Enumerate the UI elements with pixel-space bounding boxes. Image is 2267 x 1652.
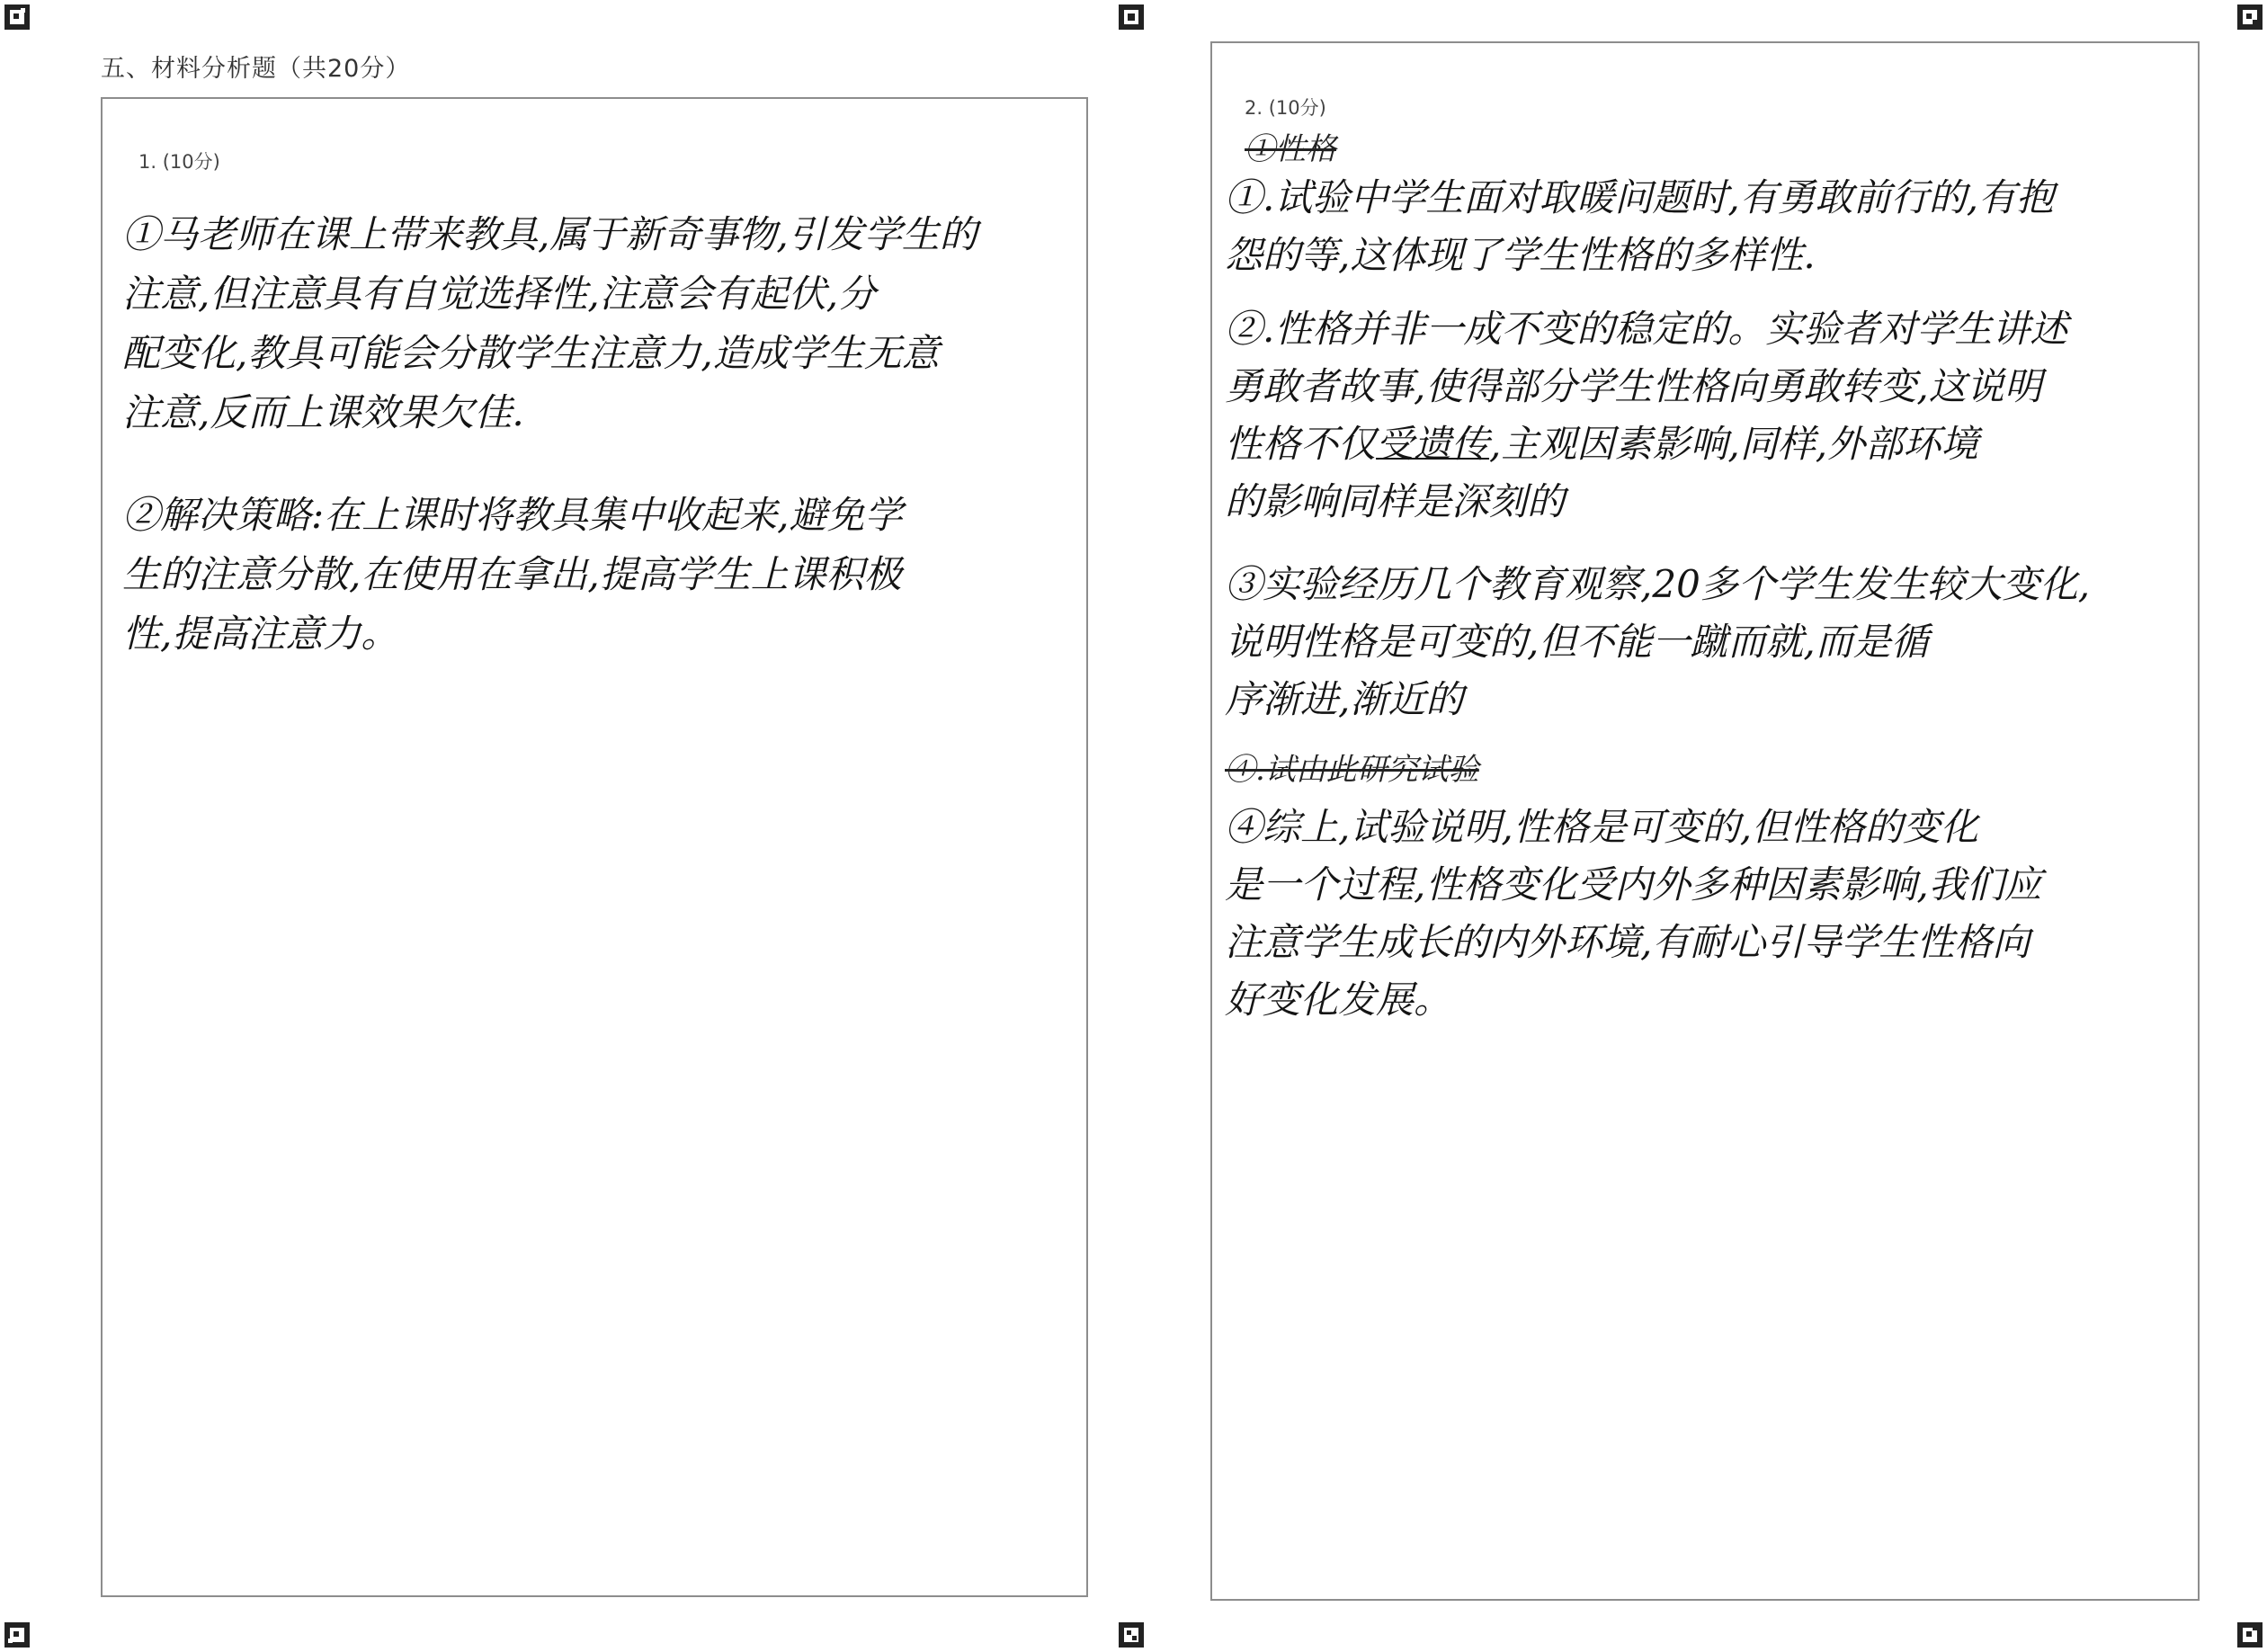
underlined-phrase: 受遗传: [1376, 422, 1490, 466]
question-1-answer-part-1: [122, 205, 977, 442]
registration-marker-bottom-right: [2236, 1621, 2263, 1648]
question-2-answer-part-1: [1225, 169, 2054, 284]
handwritten-line: ③实验经历几个教育观察,20多个学生发生较大变化,: [1225, 562, 2091, 606]
question-2-label: 2. (10分): [1245, 97, 1326, 119]
struck-out-line: ④.试由此研究试验: [1225, 752, 1479, 788]
handwritten-line: ①马老师在课上带来教具,属于新奇事物,引发学生的: [122, 212, 977, 256]
handwritten-line: 配变化,教具可能会分散学生注意力,造成学生无意: [122, 331, 940, 375]
handwritten-line: 怨的等,这体现了学生性格的多样性.: [1225, 233, 1816, 277]
handwritten-fragment: 性格不仅: [1225, 422, 1377, 466]
handwritten-line: 注意,但注意具有自觉选择性,注意会有起伏,分: [122, 272, 877, 316]
handwritten-line: [1225, 415, 2067, 473]
question-1-answer-part-2: [122, 486, 903, 664]
handwritten-line: 好变化发展。: [1225, 978, 1452, 1022]
handwritten-line: 序渐进,渐近的: [1225, 677, 1464, 721]
handwritten-line: ④综上,试验说明,性格是可变的,但性格的变化: [1225, 805, 1979, 849]
registration-marker-top-center: [1118, 4, 1145, 31]
handwritten-line: 的影响同样是深刻的: [1225, 479, 1566, 523]
registration-marker-top-left: [4, 4, 31, 31]
struck-out-heading: ①性格: [1245, 131, 1336, 167]
handwritten-line: 性,提高注意力。: [122, 612, 399, 656]
registration-marker-bottom-left: [4, 1621, 31, 1648]
question-2-answer-part-2: [1225, 300, 2067, 531]
handwritten-line: 注意学生成长的内外环境,有耐心引导学生性格向: [1225, 920, 2030, 964]
handwritten-line: 说明性格是可变的,但不能一蹴而就,而是循: [1225, 620, 1929, 664]
handwritten-fragment: ,主观因素影响,同样,外部环境: [1489, 422, 1979, 466]
handwritten-line: 勇敢者故事,使得部分学生性格向勇敢转变,这说明: [1225, 364, 2042, 408]
handwritten-line: 是一个过程,性格变化受内外多种因素影响,我们应: [1225, 862, 2042, 906]
handwritten-line: 注意,反而上课效果欠佳.: [122, 390, 524, 434]
handwritten-line: 生的注意分散,在使用在拿出,提高学生上课积极: [122, 552, 902, 596]
registration-marker-bottom-center: [1118, 1621, 1145, 1648]
section-title: 五、材料分析题（共20分）: [101, 55, 411, 83]
handwritten-line: ①.试验中学生面对取暖问题时,有勇敢前行的,有抱: [1225, 175, 2055, 219]
question-2-answer-part-3: [1225, 556, 2090, 728]
answer-box-question-2: [1210, 41, 2200, 1601]
answer-box-question-1: [101, 97, 1088, 1597]
handwritten-line: ②.性格并非一成不变的稳定的。实验者对学生讲述: [1225, 307, 2068, 351]
question-2-answer-part-4: [1225, 799, 2042, 1029]
registration-marker-top-right: [2236, 4, 2263, 31]
handwritten-line: ②解决策略:在上课时将教具集中收起来,避免学: [122, 493, 903, 537]
question-1-label: 1. (10分): [138, 151, 220, 173]
